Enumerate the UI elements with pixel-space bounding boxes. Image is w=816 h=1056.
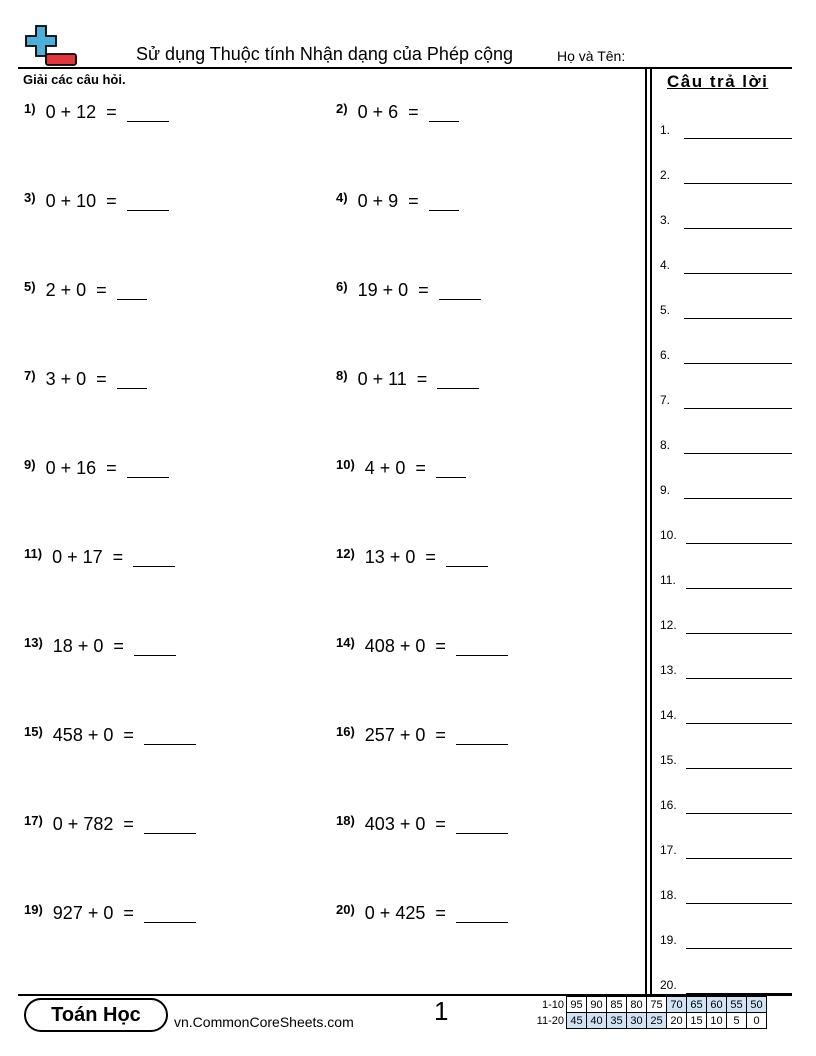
answer-row: [660, 618, 792, 632]
problem-expression: 927 + 0 =: [52, 903, 134, 923]
problem-item: [24, 279, 147, 301]
problem-expression: 18 + 0 =: [52, 636, 124, 656]
answer-blank[interactable]: [144, 815, 196, 834]
answer-number: 10.: [660, 528, 677, 542]
answer-row: [660, 438, 792, 452]
answer-blank[interactable]: [456, 815, 508, 834]
problem-expression: 0 + 10 =: [45, 191, 117, 211]
answer-row: [660, 123, 792, 137]
student-name-label: Họ và Tên:: [557, 48, 626, 64]
problem-expression: 408 + 0 =: [364, 636, 446, 656]
problem-item: [24, 457, 169, 479]
answer-line[interactable]: [684, 138, 792, 139]
answer-number: 13.: [660, 663, 677, 677]
problem-expression: 13 + 0 =: [364, 547, 436, 567]
answer-line[interactable]: [684, 453, 792, 454]
answer-blank[interactable]: [144, 904, 196, 923]
answer-blank[interactable]: [429, 192, 459, 211]
worksheet-title: Sử dụng Thuộc tính Nhận dạng của Phép cộng: [136, 44, 513, 64]
score-cell: 10: [707, 1013, 727, 1029]
answer-line[interactable]: [684, 408, 792, 409]
answer-line[interactable]: [684, 363, 792, 364]
answer-column-divider: [645, 67, 647, 995]
answer-number: 18.: [660, 888, 677, 902]
answer-line[interactable]: [686, 948, 792, 949]
answer-row: [660, 483, 792, 497]
problem-expression: 0 + 9 =: [357, 191, 419, 211]
answer-blank[interactable]: [446, 548, 488, 567]
answer-blank[interactable]: [117, 370, 147, 389]
problem-number: 8): [336, 368, 348, 383]
answer-blank[interactable]: [133, 548, 175, 567]
score-cell: 5: [727, 1013, 747, 1029]
answer-row: [660, 213, 792, 227]
problem-number: 20): [336, 902, 355, 917]
answer-blank[interactable]: [127, 459, 169, 478]
answer-line[interactable]: [684, 273, 792, 274]
score-range-label: 11-20: [536, 1014, 564, 1027]
score-cell: 15: [687, 1013, 707, 1029]
problem-expression: 0 + 12 =: [45, 102, 117, 122]
answer-line[interactable]: [686, 633, 792, 634]
problem-expression: 403 + 0 =: [364, 814, 446, 834]
problem-number: 7): [24, 368, 36, 383]
answer-number: 8.: [660, 438, 671, 452]
problem-expression: 0 + 11 =: [357, 369, 428, 389]
problem-expression: 19 + 0 =: [357, 280, 429, 300]
answer-blank[interactable]: [456, 637, 508, 656]
problem-expression: 0 + 425 =: [364, 903, 446, 923]
problem-number: 18): [336, 813, 355, 828]
plus-minus-logo-icon: [22, 24, 80, 68]
score-cell: 25: [647, 1013, 667, 1029]
answer-row: [660, 843, 792, 857]
instructions: Giải các câu hỏi.: [23, 72, 126, 87]
answer-column-divider: [650, 67, 652, 995]
answer-row: [660, 168, 792, 182]
answer-line[interactable]: [686, 588, 792, 589]
answer-blank[interactable]: [429, 103, 459, 122]
score-range-label: 1-10: [541, 998, 564, 1011]
score-table: [530, 996, 767, 1029]
problem-item: [336, 279, 481, 301]
score-cell: 70: [667, 997, 687, 1013]
problem-number: 19): [24, 902, 43, 917]
problem-item: [336, 101, 459, 123]
answer-line[interactable]: [686, 903, 792, 904]
answer-row: [660, 888, 792, 902]
problem-expression: 0 + 6 =: [357, 102, 419, 122]
answer-number: 19.: [660, 933, 677, 947]
answer-number: 11.: [660, 573, 676, 587]
answer-blank[interactable]: [144, 726, 196, 745]
answer-blank[interactable]: [127, 103, 169, 122]
problem-item: [336, 813, 508, 835]
problem-number: 16): [336, 724, 355, 739]
answer-row: [660, 798, 792, 812]
score-cell: 40: [587, 1013, 607, 1029]
answer-number: 15.: [660, 753, 677, 767]
answer-number: 7.: [660, 393, 671, 407]
answer-blank[interactable]: [439, 281, 481, 300]
score-cell: 35: [607, 1013, 627, 1029]
answer-number: 12.: [660, 618, 677, 632]
answer-line[interactable]: [684, 498, 792, 499]
answer-row: [660, 393, 792, 407]
answer-line[interactable]: [684, 318, 792, 319]
problem-number: 10): [336, 457, 355, 472]
problem-number: 14): [336, 635, 355, 650]
problem-item: [24, 546, 175, 568]
problem-item: [336, 368, 479, 390]
problem-expression: 3 + 0 =: [45, 369, 107, 389]
score-cell: 20: [667, 1013, 687, 1029]
answer-blank[interactable]: [437, 370, 479, 389]
problem-item: [336, 190, 459, 212]
answer-number: 1.: [660, 123, 671, 137]
answer-number: 16.: [660, 798, 677, 812]
answer-row: [660, 753, 792, 767]
score-cell: 85: [607, 997, 627, 1013]
answer-number: 20.: [660, 978, 677, 992]
problem-item: [24, 635, 176, 657]
score-cell: 65: [687, 997, 707, 1013]
score-cell: 45: [567, 1013, 587, 1029]
problem-expression: 458 + 0 =: [52, 725, 134, 745]
problem-item: [336, 457, 466, 479]
problem-expression: 0 + 16 =: [45, 458, 117, 478]
problem-item: [24, 101, 169, 123]
answer-number: 17.: [660, 843, 677, 857]
problem-item: [24, 724, 196, 746]
problem-item: [336, 546, 488, 568]
score-cell: 75: [647, 997, 667, 1013]
problem-expression: 2 + 0 =: [45, 280, 107, 300]
problem-number: 11): [24, 546, 43, 561]
problem-number: 3): [24, 190, 36, 205]
answer-number: 2.: [660, 168, 671, 182]
answer-number: 3.: [660, 213, 671, 227]
answer-line[interactable]: [686, 858, 792, 859]
problem-number: 4): [336, 190, 348, 205]
score-row: [530, 1013, 767, 1029]
answer-row: [660, 528, 792, 542]
problem-expression: 4 + 0 =: [364, 458, 426, 478]
problem-number: 5): [24, 279, 36, 294]
answer-line[interactable]: [686, 768, 792, 769]
problem-item: [24, 813, 196, 835]
answer-line[interactable]: [686, 813, 792, 814]
answer-blank[interactable]: [117, 281, 147, 300]
answer-line[interactable]: [686, 543, 792, 544]
answer-number: 5.: [660, 303, 671, 317]
answer-row: [660, 573, 792, 587]
score-cell: 90: [587, 997, 607, 1013]
problem-expression: 0 + 782 =: [52, 814, 134, 834]
answer-blank[interactable]: [134, 637, 176, 656]
problem-number: 13): [24, 635, 43, 650]
problem-item: [24, 190, 169, 212]
score-cell: 0: [747, 1013, 767, 1029]
answer-number: 9.: [660, 483, 671, 497]
problem-item: [24, 368, 147, 390]
problem-item: [336, 635, 508, 657]
problem-number: 2): [336, 101, 348, 116]
score-row: [530, 997, 767, 1013]
answer-row: [660, 348, 792, 362]
answer-blank[interactable]: [456, 726, 508, 745]
answer-blank[interactable]: [456, 904, 508, 923]
score-cell: 95: [567, 997, 587, 1013]
problem-item: [336, 902, 508, 924]
problem-number: 9): [24, 457, 36, 472]
page-number: 1: [434, 996, 449, 1026]
answer-row: [660, 933, 792, 947]
answer-row: [660, 708, 792, 722]
answer-line[interactable]: [686, 678, 792, 679]
score-cell: 55: [727, 997, 747, 1013]
problem-number: 17): [24, 813, 43, 828]
site-url: vn.CommonCoreSheets.com: [174, 1014, 354, 1030]
answer-number: 6.: [660, 348, 671, 362]
problem-expression: 0 + 17 =: [52, 547, 124, 567]
score-cell: 80: [627, 997, 647, 1013]
answer-key-title: Câu trả lời: [667, 72, 769, 91]
answer-blank[interactable]: [127, 192, 169, 211]
problem-number: 6): [336, 279, 348, 294]
header-divider: [18, 67, 792, 69]
answer-line[interactable]: [684, 183, 792, 184]
answer-blank[interactable]: [436, 459, 466, 478]
answer-row: [660, 663, 792, 677]
score-cell: 30: [627, 1013, 647, 1029]
answer-row: [660, 978, 792, 992]
answer-number: 14.: [660, 708, 677, 722]
problem-item: [336, 724, 508, 746]
score-cell: 50: [747, 997, 767, 1013]
score-cell: 60: [707, 997, 727, 1013]
answer-line[interactable]: [684, 228, 792, 229]
problem-expression: 257 + 0 =: [364, 725, 446, 745]
brand-badge: Toán Học: [24, 998, 168, 1032]
problem-number: 12): [336, 546, 355, 561]
problem-number: 15): [24, 724, 43, 739]
answer-row: [660, 303, 792, 317]
answer-number: 4.: [660, 258, 671, 272]
answer-line[interactable]: [686, 723, 792, 724]
problem-number: 1): [24, 101, 36, 116]
answer-row: [660, 258, 792, 272]
problem-item: [24, 902, 196, 924]
